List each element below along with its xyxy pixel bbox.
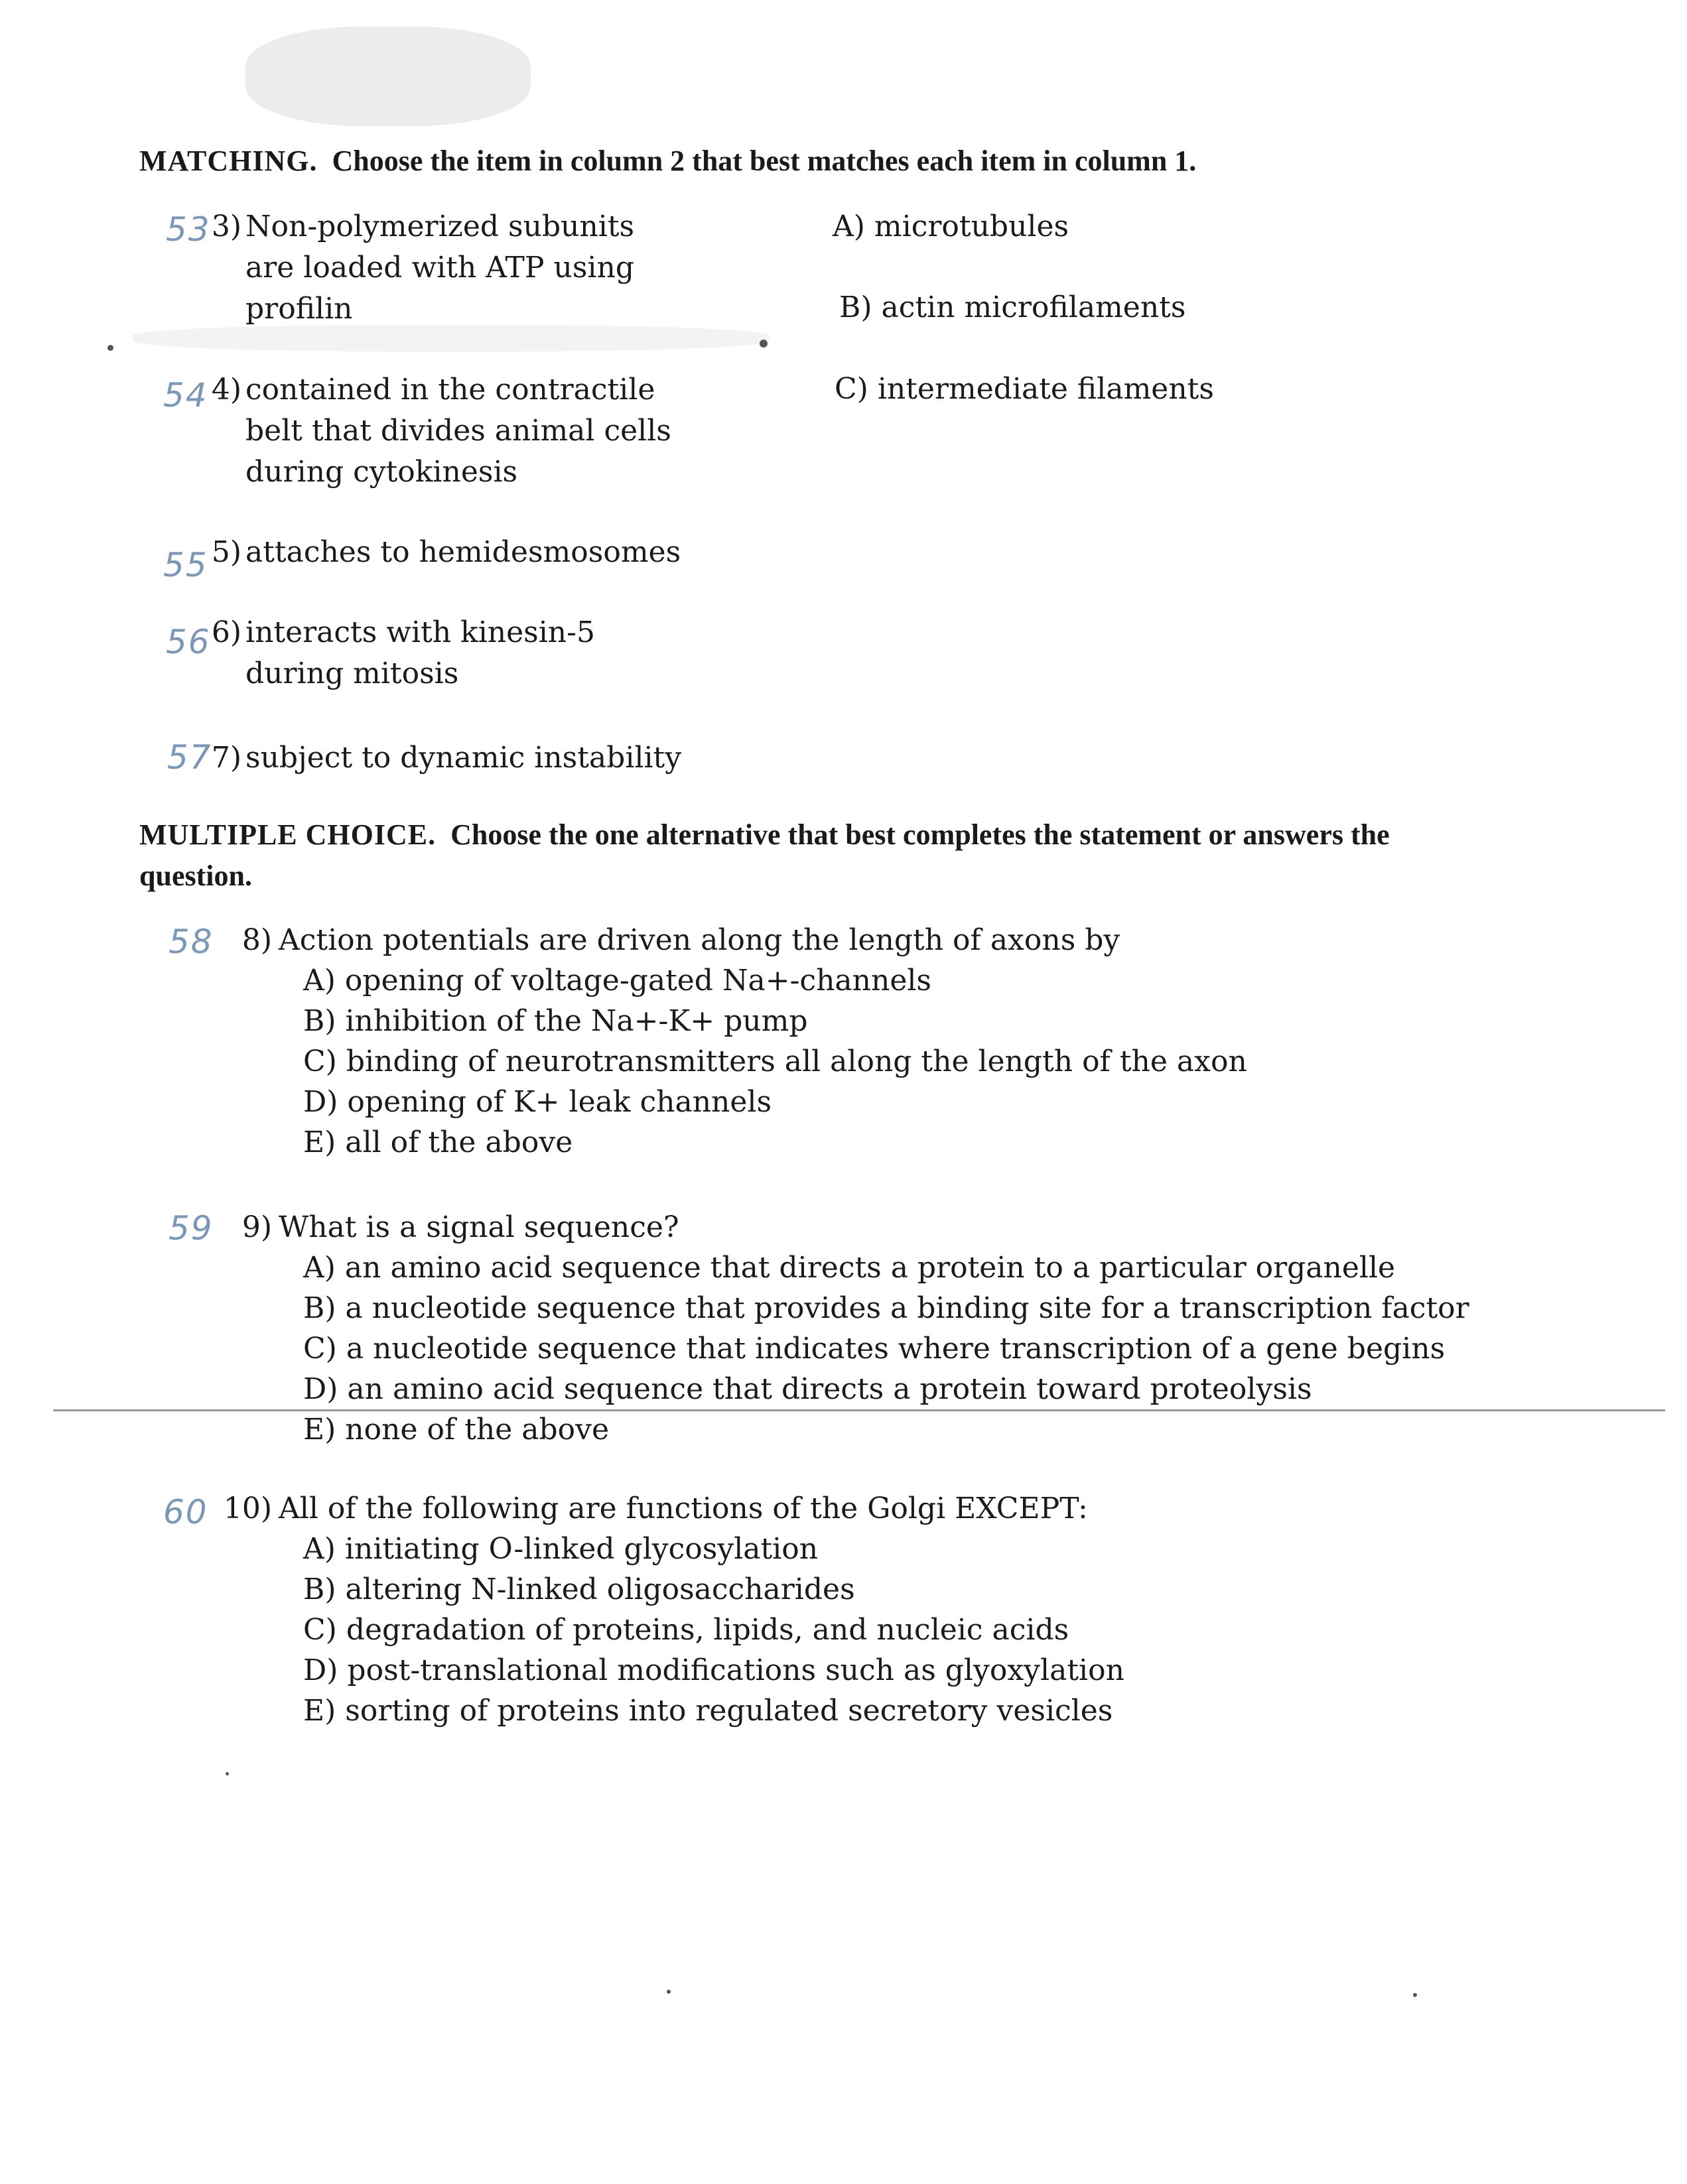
option: E) none of the above: [303, 1413, 610, 1446]
option: A) an amino acid sequence that directs a protein to a particular organelle: [303, 1251, 1396, 1285]
matching-heading: MATCHING. Choose the item in column 2 that best matches each item in column 1.: [139, 145, 1197, 177]
handwritten-number: 57: [167, 738, 212, 777]
matching-choice-c: C) intermediate filaments: [835, 372, 1214, 406]
handwritten-number: 54: [163, 376, 208, 415]
option: C) degradation of proteins, lipids, and nucleic acids: [303, 1613, 1069, 1647]
option: C) binding of neurotransmitters all along the length of the axon: [303, 1045, 1247, 1078]
multiple-choice-heading-cont: question.: [139, 860, 252, 892]
option: D) opening of K+ leak channels: [303, 1085, 772, 1119]
scan-speck: [107, 345, 113, 351]
scan-speck: [667, 1990, 671, 1994]
option: B) inhibition of the Na+-K+ pump: [303, 1004, 808, 1038]
option: A) opening of voltage-gated Na+-channels: [303, 964, 932, 997]
option: D) an amino acid sequence that directs a protein toward proteolysis: [303, 1372, 1312, 1406]
exam-page: MATCHING. Choose the item in column 2 that best matches each item in column 1. 3) Non-polymerized subunits are loaded with ATP using profilin 53 4) contained in the contractile belt that divides animal cells during cytokinesis 54 5) attaches to hemidesmosomes 55 6) interacts with kinesin-5 during mitosis 56 7) subject to dynamic instability 57 A) microtubules B) actin microfilaments C) intermediate filaments MULTIPLE CHOICE. Choose the one alternative that best completes the statement or answers the question. 8) Action potentials are driven along the length of axons by A) opening of voltage-gated Na+-channels B) inhibition of the Na+-K+ pump C) binding of neurotransmitters all along the length of the axon D) opening of K+ leak channels E) all of the above 58 9) What is a signal sequence? A) an amino acid sequence that directs a protein to a particular organelle B) a nucleotide sequence that provides a binding site for a transcription factor C) a nucleotide sequence that indicates where transcription of a gene begins D) an amino acid sequence that directs a protein toward proteolysis E) none of the above 59 10) All of the following are functions of the Golgi EXCEPT: A) initiating O-linked glycosylation B) altering N-linked oligosaccharides C) degradation of proteins, lipids, and nucleic acids D) post-translational modifications such as glyoxylation E) sorting of proteins into regulated secretory vesicles 60: [0, 0, 1687, 2184]
matching-choice-a: A) microtubules: [833, 210, 1069, 243]
handwritten-number: 55: [163, 546, 208, 584]
option: D) post-translational modifications such as glyoxylation: [303, 1653, 1124, 1687]
scan-speck: [226, 1772, 229, 1775]
matching-choice-b: B) actin microfilaments: [839, 290, 1186, 324]
scan-speck: [760, 340, 768, 348]
option: C) a nucleotide sequence that indicates where transcription of a gene begins: [303, 1332, 1446, 1366]
option: E) all of the above: [303, 1125, 573, 1159]
handwritten-number: 58: [169, 923, 214, 961]
option: B) altering N-linked oligosaccharides: [303, 1573, 855, 1606]
handwritten-number: 59: [169, 1209, 214, 1248]
option: B) a nucleotide sequence that provides a binding site for a transcription factor: [303, 1291, 1469, 1325]
multiple-choice-heading: MULTIPLE CHOICE. Choose the one alternative that best completes the statement or answers the: [139, 818, 1390, 851]
scan-smudge: [245, 27, 531, 126]
scan-line: [53, 1409, 1665, 1411]
scan-speck: [1413, 1993, 1417, 1997]
option: A) initiating O-linked glycosylation: [303, 1532, 819, 1566]
option: E) sorting of proteins into regulated secretory vesicles: [303, 1694, 1113, 1728]
handwritten-number: 56: [166, 623, 211, 661]
handwritten-number: 53: [166, 210, 211, 249]
handwritten-number: 60: [163, 1493, 208, 1531]
